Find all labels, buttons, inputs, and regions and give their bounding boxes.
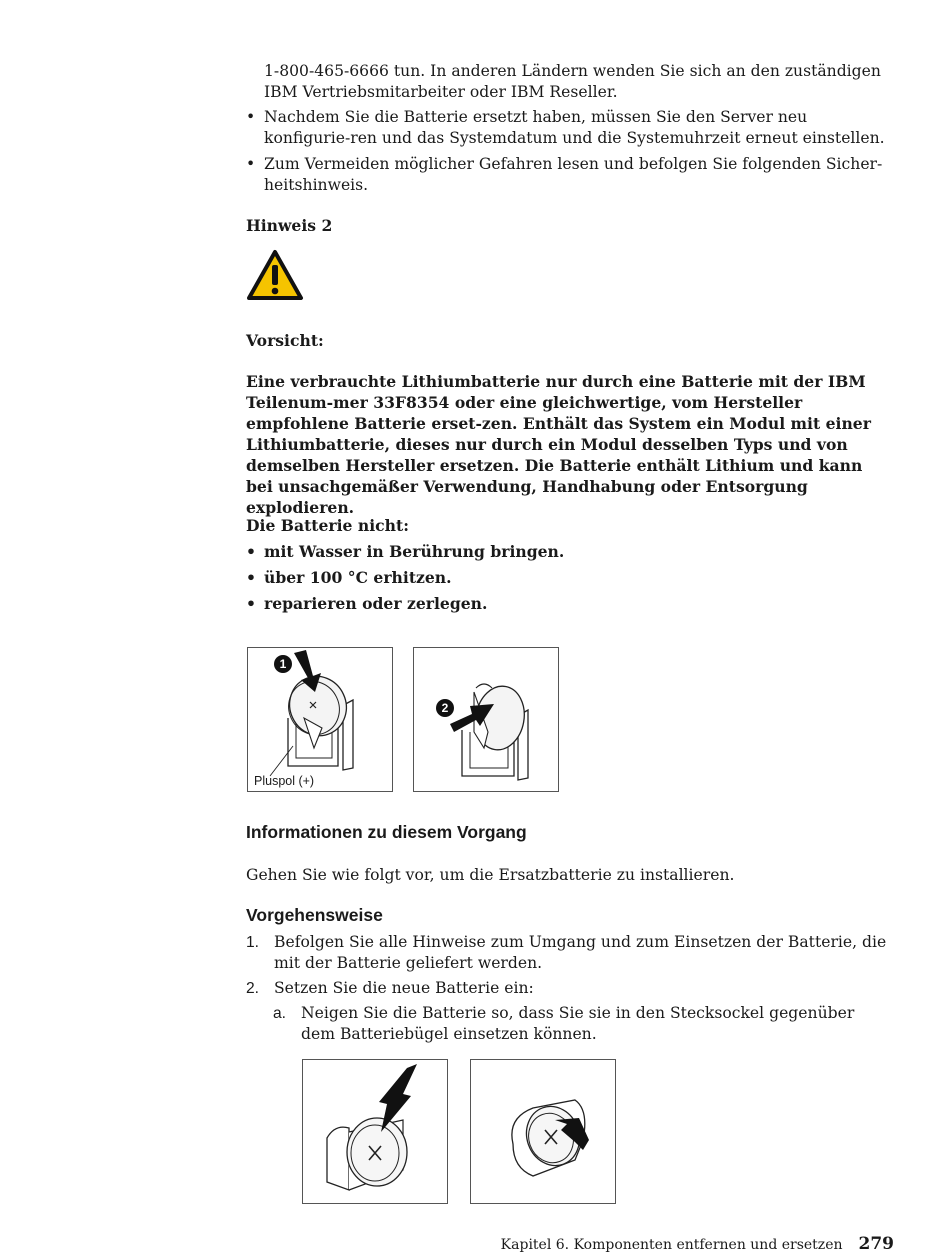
warning-triangle-icon <box>246 249 304 301</box>
caution-text: Eine verbrauchte Lithiumbatterie nur durch eine Batterie mit der IBM Teilenum-mer 33F8354 oder eine gleichwertige, vom Hersteller empfohlene Batterie erset-zen. Enthält das System ein Modul mit einer Lithiumbatterie, dieses nur durch ein Modul desselben Typs und von demselben Hersteller ersetzen. Die Batterie enthält Lithium und kann bei unsachgemäßer Verwendung, Handhabung oder Entsorgung explodieren. <box>246 372 871 517</box>
step-text: Setzen Sie die neue Batterie ein: <box>274 979 534 997</box>
positive-pole-label: Pluspol (+) <box>254 774 315 788</box>
page-footer <box>501 1234 894 1254</box>
caution-label: Vorsicht: <box>246 331 324 350</box>
callout-1: 1 <box>274 655 292 673</box>
battery-removal-figure-left <box>247 647 393 792</box>
step-text: Befolgen Sie alle Hinweise zum Umgang und zum Einsetzen der Batterie, die mit der Batterie geliefert werden. <box>274 933 887 972</box>
procedure-substeps <box>273 1003 873 1049</box>
procedure-title: Vorgehensweise <box>246 905 383 925</box>
substep-text: Neigen Sie die Batterie so, dass Sie sie in den Stecksockel gegenüber dem Batteriebügel einsetzen können. <box>301 1004 855 1043</box>
chapter-title: Kapitel 6. Komponenten entfernen und ersetzen <box>500 1237 843 1253</box>
battery-removal-figure-right <box>413 647 559 792</box>
intro-continued-text: 1-800-465-6666 tun. In anderen Ländern wenden Sie sich an den zuständigen IBM Vertriebsmitarbeiter oder IBM Reseller. <box>264 62 881 101</box>
intro-bullet-list <box>246 107 896 201</box>
page-number: 279 <box>858 1234 894 1254</box>
list-item: • Nachdem Sie die Batterie ersetzt haben, müssen Sie den Server neu konfigurie-ren und das Systemdatum und die Systemuhrzeit erneut einstellen. <box>246 107 896 149</box>
step-item <box>246 978 896 999</box>
step-number: 1. <box>246 934 260 951</box>
procedure-steps <box>246 932 896 1003</box>
list-item: • reparieren oder zerlegen. <box>246 593 896 614</box>
list-item: • über 100 °C erhitzen. <box>246 567 896 588</box>
section-info-title: Informationen zu diesem Vorgang <box>246 822 527 842</box>
step-number: 2. <box>246 980 260 997</box>
substep-item <box>273 1003 873 1045</box>
substep-letter: a. <box>273 1005 287 1022</box>
section-info-text: Gehen Sie wie folgt vor, um die Ersatzbatterie zu installieren. <box>246 866 735 884</box>
list-item: • Zum Vermeiden möglicher Gefahren lesen und befolgen Sie folgenden Sicher-heitshinweis. <box>246 154 896 196</box>
list-item: • mit Wasser in Berührung bringen. <box>246 541 896 562</box>
callout-2: 2 <box>436 699 454 717</box>
notice-title: Hinweis 2 <box>246 216 333 235</box>
do-not-label: Die Batterie nicht: <box>246 516 409 535</box>
battery-insert-figure-left <box>302 1059 448 1204</box>
do-not-list <box>246 541 896 619</box>
step-item <box>246 932 896 974</box>
battery-insert-figure-right <box>470 1059 616 1204</box>
